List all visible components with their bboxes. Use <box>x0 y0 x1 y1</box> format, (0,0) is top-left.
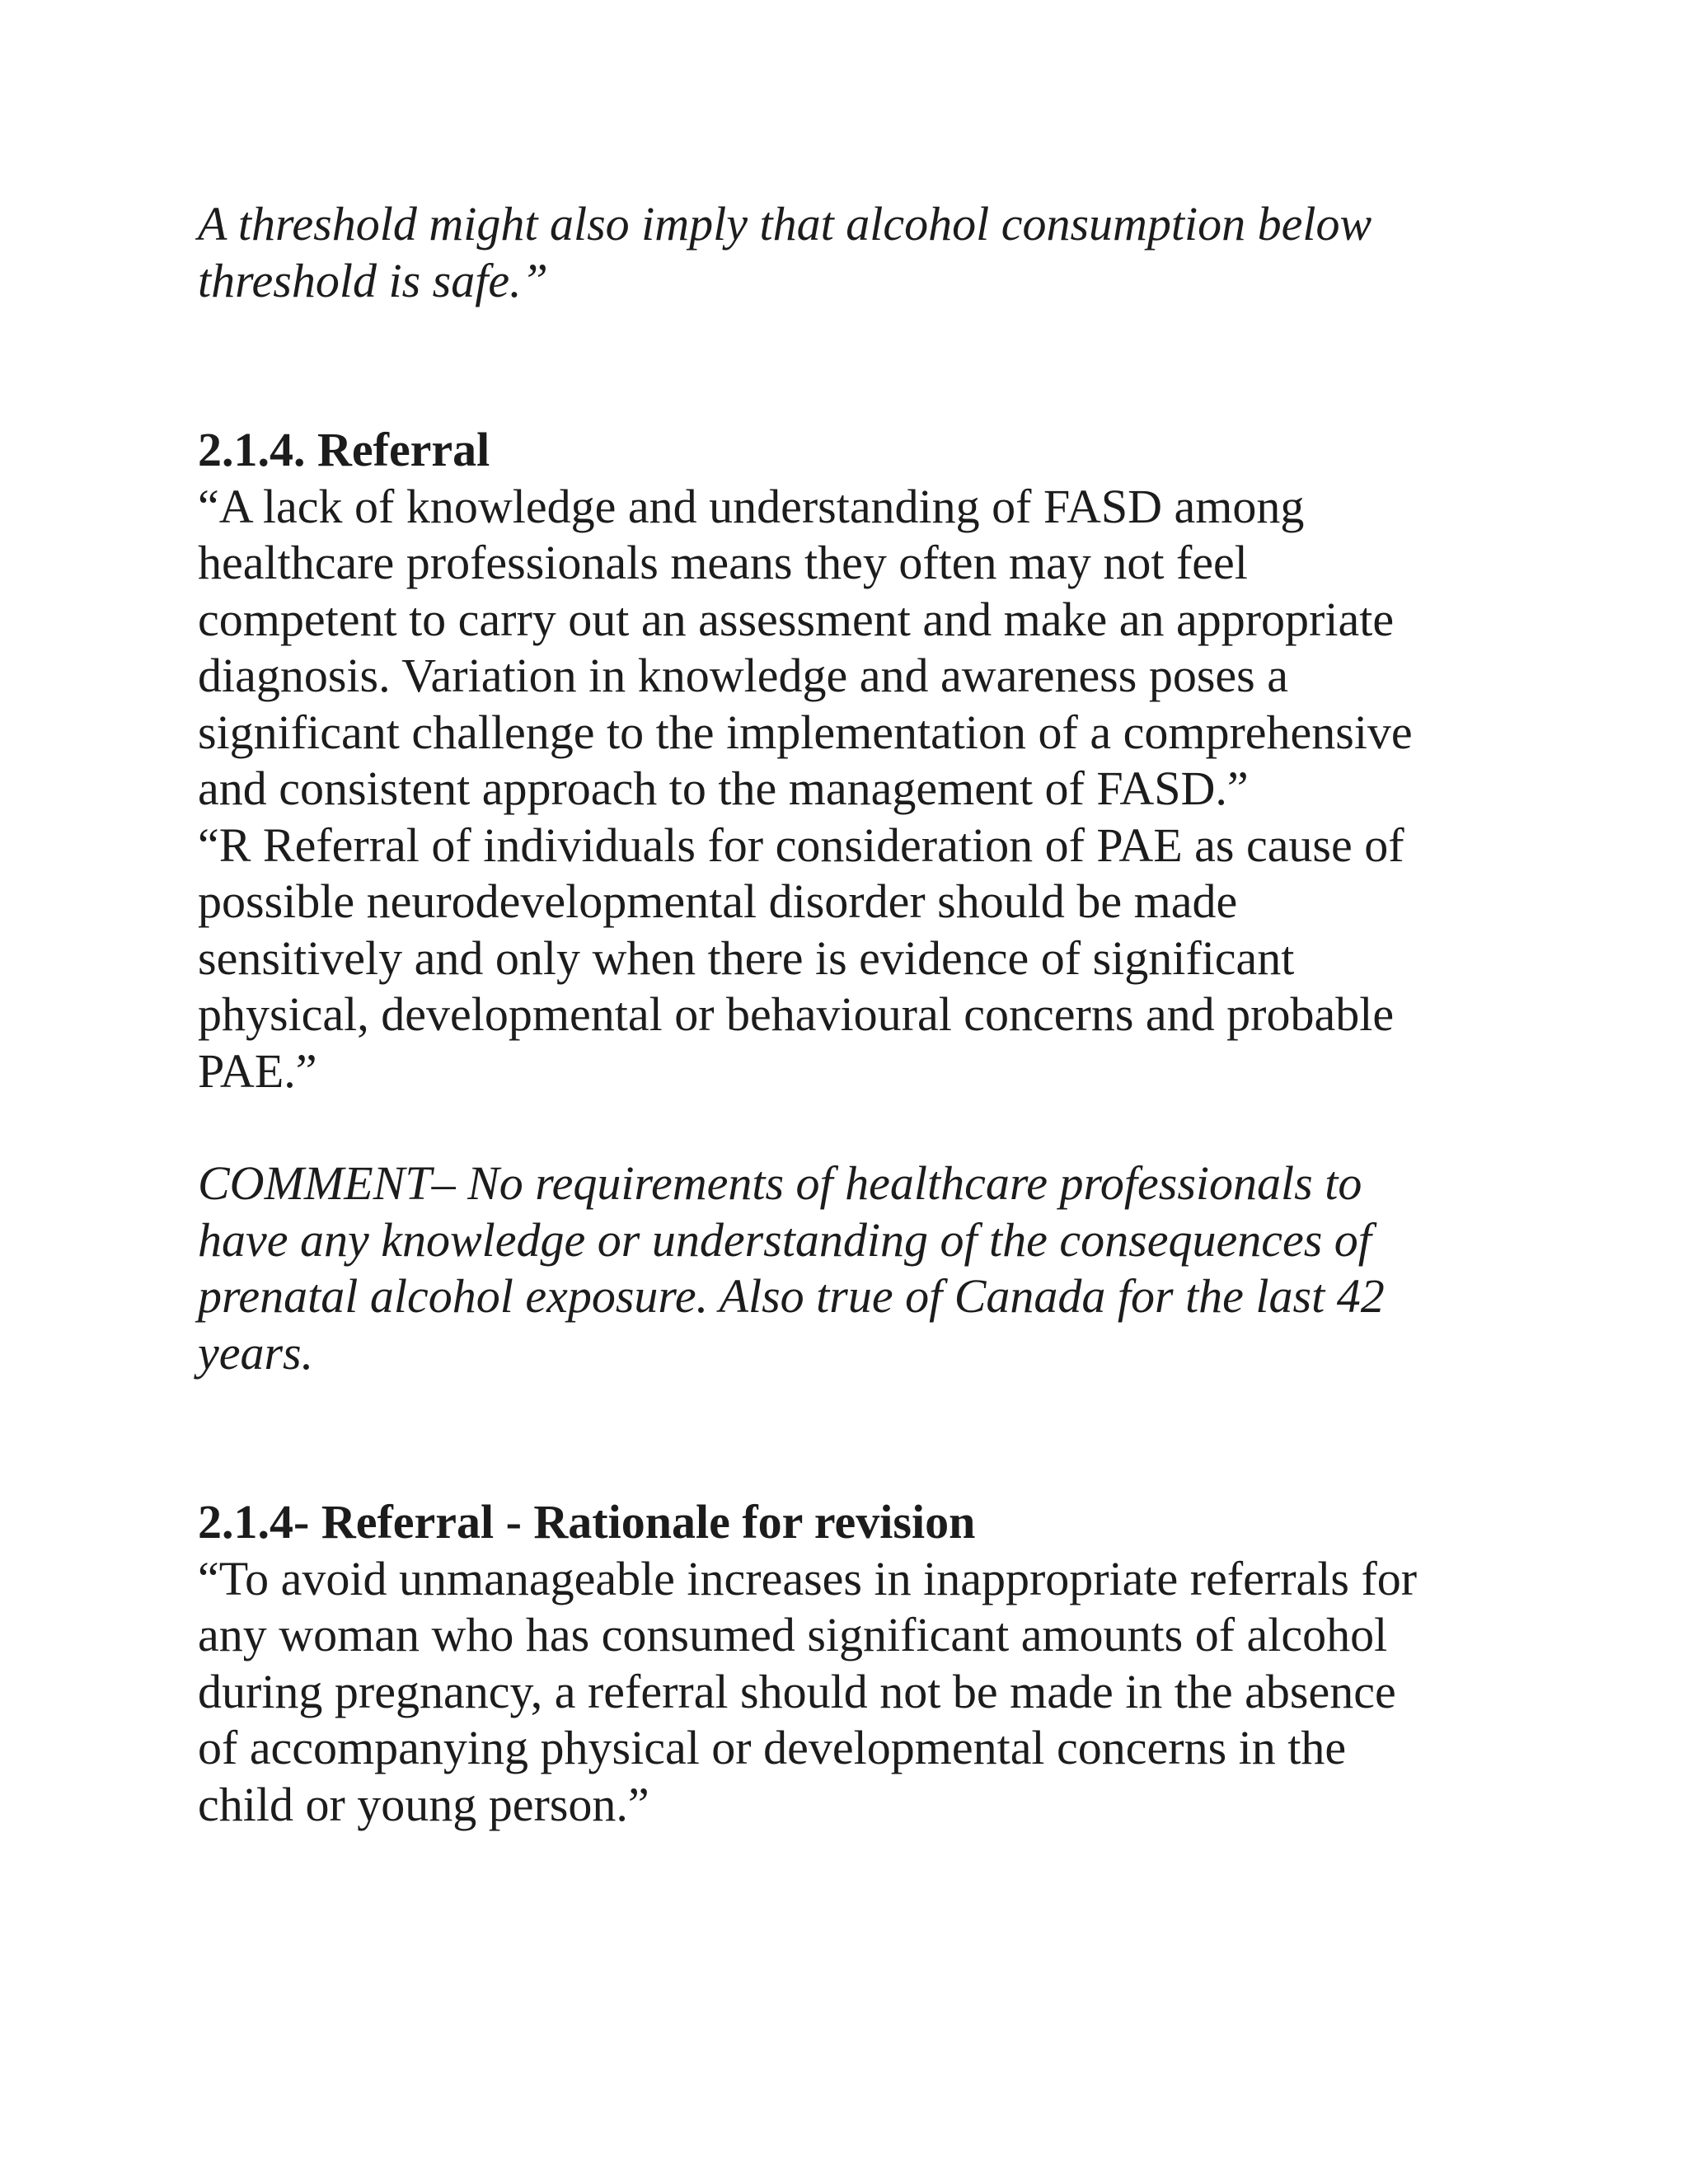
rationale-quote-line: child or young person.” <box>198 1777 649 1831</box>
referral-quote-line: “R Referral of individuals for consideration of PAE as cause of <box>198 818 1404 872</box>
rationale-quote <box>198 1551 1550 1834</box>
referral-quote-line: PAE.” <box>198 1043 317 1098</box>
intro-quote-paragraph <box>198 196 1550 309</box>
referral-quote-line: and consistent approach to the management of FASD.” <box>198 762 1249 815</box>
comment-paragraph <box>198 1155 1550 1381</box>
comment-line: have any knowledge or understanding of the consequences of <box>198 1212 1372 1267</box>
referral-quote-line: physical, developmental or behavioural concerns and probable <box>198 987 1395 1041</box>
intro-quote-line: threshold is safe.” <box>198 253 548 307</box>
spacer <box>198 1381 1550 1494</box>
referral-quote-line: healthcare professionals means they often may not feel <box>198 536 1248 589</box>
referral-quote-line: competent to carry out an assessment and make an appropriate <box>198 592 1395 646</box>
referral-quote-line: diagnosis. Variation in knowledge and awareness poses a <box>198 649 1288 702</box>
comment-line: years. <box>198 1325 314 1380</box>
rationale-quote-line: during pregnancy, a referral should not be made in the absence <box>198 1664 1396 1718</box>
rationale-heading: 2.1.4- Referral - Rationale for revision <box>198 1495 976 1549</box>
rationale-quote-line: any woman who has consumed significant amounts of alcohol <box>198 1608 1388 1661</box>
referral-quote-line: significant challenge to the implementation of a comprehensive <box>198 705 1413 759</box>
comment-line: COMMENT– No requirements of healthcare professionals to <box>198 1156 1362 1210</box>
spacer <box>198 309 1550 422</box>
referral-quote-2 <box>198 818 1550 1100</box>
page-content <box>198 196 1550 1833</box>
intro-quote-line: A threshold might also imply that alcohol consumption below <box>198 197 1372 251</box>
referral-quote-line: possible neurodevelopmental disorder should be made <box>198 874 1238 928</box>
rationale-quote-line: “To avoid unmanageable increases in inappropriate referrals for <box>198 1551 1418 1605</box>
comment-line: prenatal alcohol exposure. Also true of Canada for the last 42 <box>198 1269 1385 1323</box>
referral-quote-line: “A lack of knowledge and understanding of FASD among <box>198 479 1305 533</box>
referral-quote-1 <box>198 479 1550 818</box>
referral-quote-line: sensitively and only when there is evidence of significant <box>198 930 1295 985</box>
spacer <box>198 1099 1550 1155</box>
rationale-quote-line: of accompanying physical or developmental concerns in the <box>198 1721 1347 1774</box>
referral-heading: 2.1.4. Referral <box>198 423 490 476</box>
